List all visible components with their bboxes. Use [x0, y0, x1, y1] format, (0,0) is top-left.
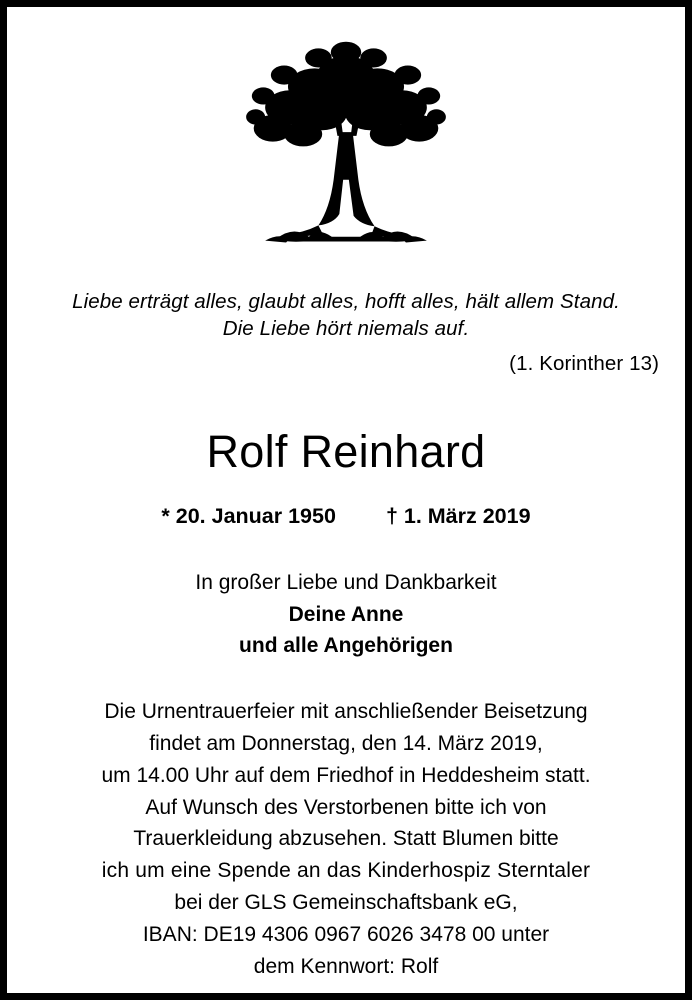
birth-date: * 20. Januar 1950: [161, 504, 336, 529]
ceremony-details: [101, 696, 590, 983]
detail-line: Trauerkleidung abzusehen. Statt Blumen bitte: [133, 827, 559, 851]
life-dates: [161, 504, 530, 529]
tree-of-life-icon: [221, 37, 471, 258]
detail-line: Die Urnentrauerfeier mit anschließender Beisetzung: [104, 699, 588, 723]
detail-line-keyword: dem Kennwort: Rolf: [253, 955, 439, 979]
dedication: [195, 567, 496, 662]
verse-line-1: Liebe erträgt alles, glaubt alles, hofft alles, hält allem Stand.: [72, 289, 620, 313]
verse-source: (1. Korinther 13): [509, 351, 659, 375]
dedication-line-2: Deine Anne: [288, 602, 404, 626]
detail-line-iban: IBAN: DE19 4306 0967 6026 3478 00 unter: [142, 923, 550, 947]
detail-line: Auf Wunsch des Verstorbenen bitte ich von: [145, 795, 547, 819]
dedication-line-1: In großer Liebe und Dankbarkeit: [195, 571, 497, 595]
death-date: † 1. März 2019: [385, 504, 531, 529]
verse: [29, 288, 663, 377]
verse-line-2: Die Liebe hört niemals auf.: [222, 316, 470, 340]
detail-line: bei der GLS Gemeinschaftsbank eG,: [174, 891, 518, 915]
detail-line: um 14.00 Uhr auf dem Friedhof in Heddesheim statt.: [101, 763, 591, 787]
detail-line: findet am Donnerstag, den 14. März 2019,: [149, 731, 543, 755]
deceased-name: Rolf Reinhard: [206, 425, 486, 477]
detail-line: ich um eine Spende an das Kinderhospiz Sterntaler: [101, 859, 591, 883]
dedication-line-3: und alle Angehörigen: [239, 634, 453, 658]
